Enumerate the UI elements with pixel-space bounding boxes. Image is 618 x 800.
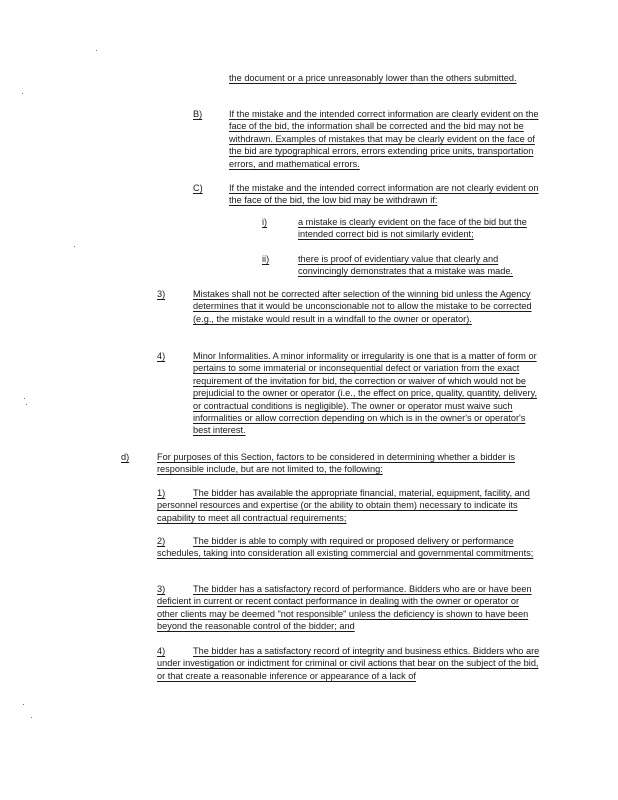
scan-speck [23,704,24,705]
item-text-ii: there is proof of evidentiary value that clearly and convincingly demonstrates that a mistake was made. [298,254,513,277]
scan-speck [24,398,25,399]
item-label-ii: ii) [262,254,270,264]
item-label-B: B) [193,109,203,119]
scan-speck [74,246,75,247]
item-label-i: i) [262,217,268,227]
item-label-3a: 3) [157,289,166,299]
item-text-B: If the mistake and the intended correct information are clearly evident on the face of the bid, the information shall be corrected and the bid may not be withdrawn. Examples of mistakes that may be clearly evident on the face of the bid are typographical errors, errors extending price units, transportation errors, and mathematical errors. [229,109,539,169]
item-label-C: C) [193,183,203,193]
scan-speck [26,404,27,405]
item-label-1: 1) [157,488,166,498]
item-label-d: d) [121,452,130,462]
item-text-1: The bidder has available the appropriate financial, material, equipment, facility, and personnel resources and expertise (or the ability to obtain them) necessary to indicate its capability to meet all contractual requirements; [157,488,530,523]
item-text-4a: Minor Informalities. A minor informality or irregularity is one that is a matter of form or pertains to some immaterial or inconsequential defect or variation from the exact requirement of the invitation for bid, the correction or waiver of which would not be prejudicial to the owner or operator (i.e., the effect on price, quality, quantity, delivery, or contractual conditions is negligible). The owner or operator must waive such informalities or allow correction depending on which is in the owner's or operator's best interest. [193,351,538,436]
item-label-4b: 4) [157,646,166,656]
item-label-3b: 3) [157,584,166,594]
item-text-d: For purposes of this Section, factors to be considered in determining whether a bidder is responsible include, but are not limited to, the following: [157,452,515,475]
item-label-4a: 4) [157,351,166,361]
item-text-3b: The bidder has a satisfactory record of performance. Bidders who are or have been deficient in current or recent contact performance in dealing with the owner or operator or other clients may be deemed "not responsible" unless the deficiency is shown to have been beyond the reasonable control of the bidder; and [157,584,532,632]
scan-speck [22,93,23,94]
scan-speck [96,50,97,51]
item-text-2: The bidder is able to comply with required or proposed delivery or performance schedules, taking into consideration all existing commercial and governmental commitments; [157,536,534,559]
item-text-i: a mistake is clearly evident on the face of the bid but the intended correct bid is not similarly evident; [298,217,527,240]
continuation-text: the document or a price unreasonably lower than the others submitted. [229,73,517,83]
item-text-C: If the mistake and the intended correct information are not clearly evident on the face of the bid, the low bid may be withdrawn if: [229,183,539,206]
item-text-3a: Mistakes shall not be corrected after selection of the winning bid unless the Agency determines that it would be unconscionable not to allow the mistake to be corrected (e.g., the mistake would result in a windfall to the owner or operator). [193,289,532,324]
scan-speck [31,717,32,718]
item-label-2: 2) [157,536,166,546]
item-text-4b: The bidder has a satisfactory record of integrity and business ethics. Bidders who are under investigation or indictment for criminal or civil actions that bear on the subject of the bid, or that create a reasonable inference or appearance of a lack of [157,646,540,681]
